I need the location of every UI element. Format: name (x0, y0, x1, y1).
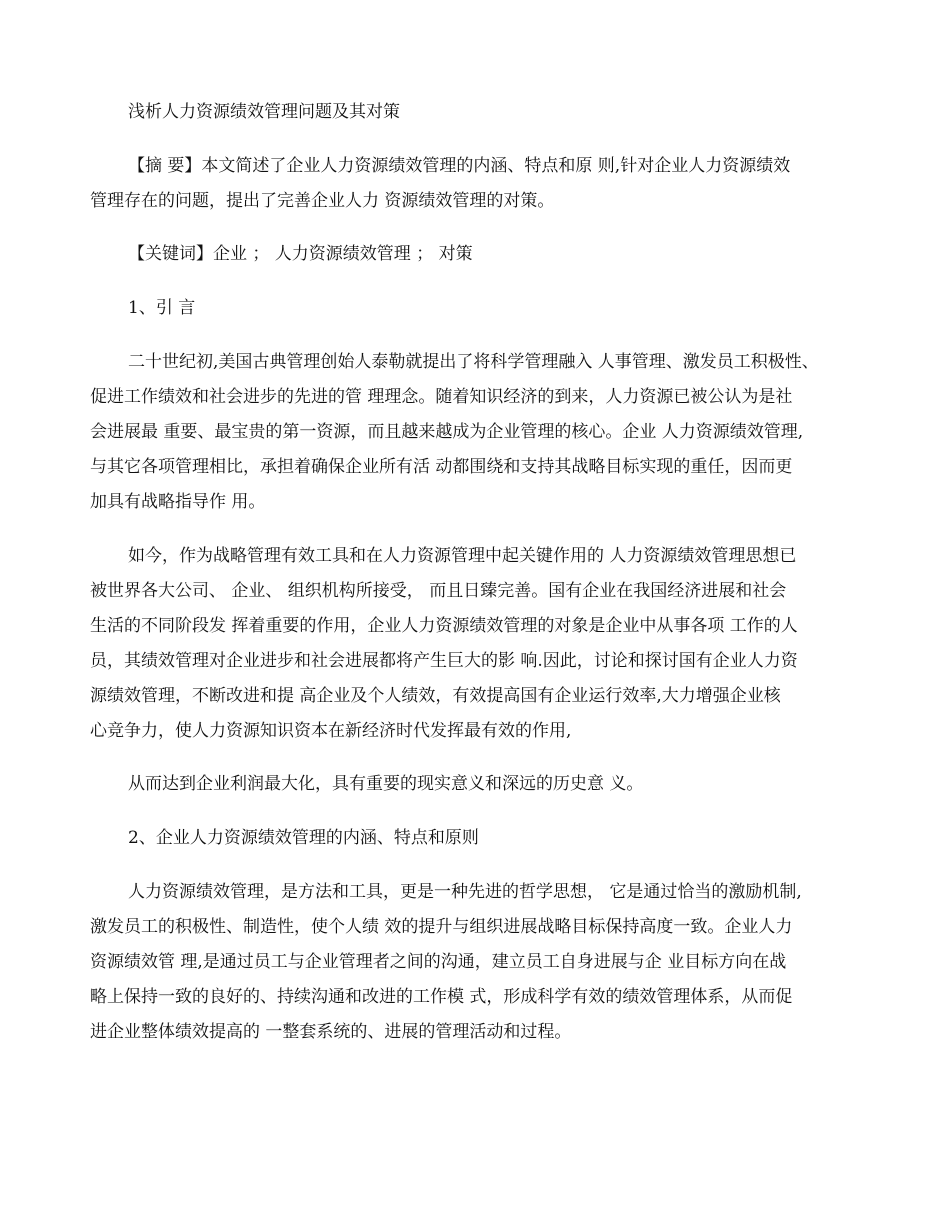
paragraph-line: 如今，作为战略管理有效工具和在人力资源管理中起关键作用的 人力资源绩效管理思想已 (128, 546, 797, 566)
paragraph-line: 被世界各大公司、 企业、 组织机构所接受， 而且日臻完善。国有企业在我国经济进展和社会 (90, 581, 787, 601)
paragraph-line: 心竞争力，使人力资源知识资本在新经济时代发挥最有效的作用, (90, 721, 572, 741)
paragraph-line: 略上保持一致的良好的、持续沟通和改进的工作模 式，形成科学有效的绩效管理体系，从而促 (90, 987, 793, 1007)
paragraph-line: 从而达到企业利润最大化，具有重要的现实意义和深远的历史意 义。 (128, 774, 644, 794)
paragraph-line: 与其它各项管理相比，承担着确保企业所有活 动都围绕和支持其战略目标实现的重任，因而更 (90, 457, 793, 477)
abstract-line: 管理存在的问题，提出了完善企业人力 资源绩效管理的对策。 (90, 191, 555, 211)
paragraph-line: 进企业整体绩效提高的 一整套系统的、进展的管理活动和过程。 (90, 1022, 572, 1042)
paragraph-line: 激发员工的积极性、制造性，使个人绩 效的提升与组织进展战略目标保持高度一致。企业人力 (90, 917, 793, 937)
paragraph-line: 生活的不同阶段发 挥着重要的作用，企业人力资源绩效管理的对象是企业中从事各项 工作的人 (90, 616, 798, 636)
document-title: 浅析人力资源绩效管理问题及其对策 (128, 102, 400, 122)
paragraph-line: 源绩效管理，不断改进和提 高企业及个人绩效，有效提高国有企业运行效率,大力增强企业核 (90, 686, 781, 706)
section-heading-1: 1、引 言 (128, 298, 196, 318)
paragraph-line: 员，其绩效管理对企业进步和社会进展都将产生巨大的影 响.因此，讨论和探讨国有企业人力资 (90, 651, 798, 671)
keywords: 【关键词】企业 ； 人力资源绩效管理 ； 对策 (128, 244, 473, 264)
paragraph-line: 人力资源绩效管理，是方法和工具，更是一种先进的哲学思想， 它是通过恰当的激励机制, (128, 882, 802, 902)
paragraph-line: 二十世纪初,美国古典管理创始人泰勒就提出了将科学管理融入 人事管理、激发员工积极性、 (128, 352, 819, 372)
paragraph-line: 促进工作绩效和社会进步的先进的管 理理念。随着知识经济的到来，人力资源已被公认为是社 (90, 387, 793, 407)
paragraph-line: 加具有战略指导作 用。 (90, 492, 266, 512)
abstract-line: 【摘 要】本文简述了企业人力资源绩效管理的内涵、特点和原 则,针对企业人力资源绩效 (128, 156, 791, 176)
paragraph-line: 资源绩效管 理,是通过员工与企业管理者之间的沟通，建立员工自身进展与企 业目标方向在战 (90, 952, 787, 972)
paragraph-line: 会进展最 重要、最宝贵的第一资源，而且越来越成为企业管理的核心。企业 人力资源绩效管理, (90, 422, 804, 442)
section-heading-2: 2、企业人力资源绩效管理的内涵、特点和原则 (128, 828, 479, 848)
